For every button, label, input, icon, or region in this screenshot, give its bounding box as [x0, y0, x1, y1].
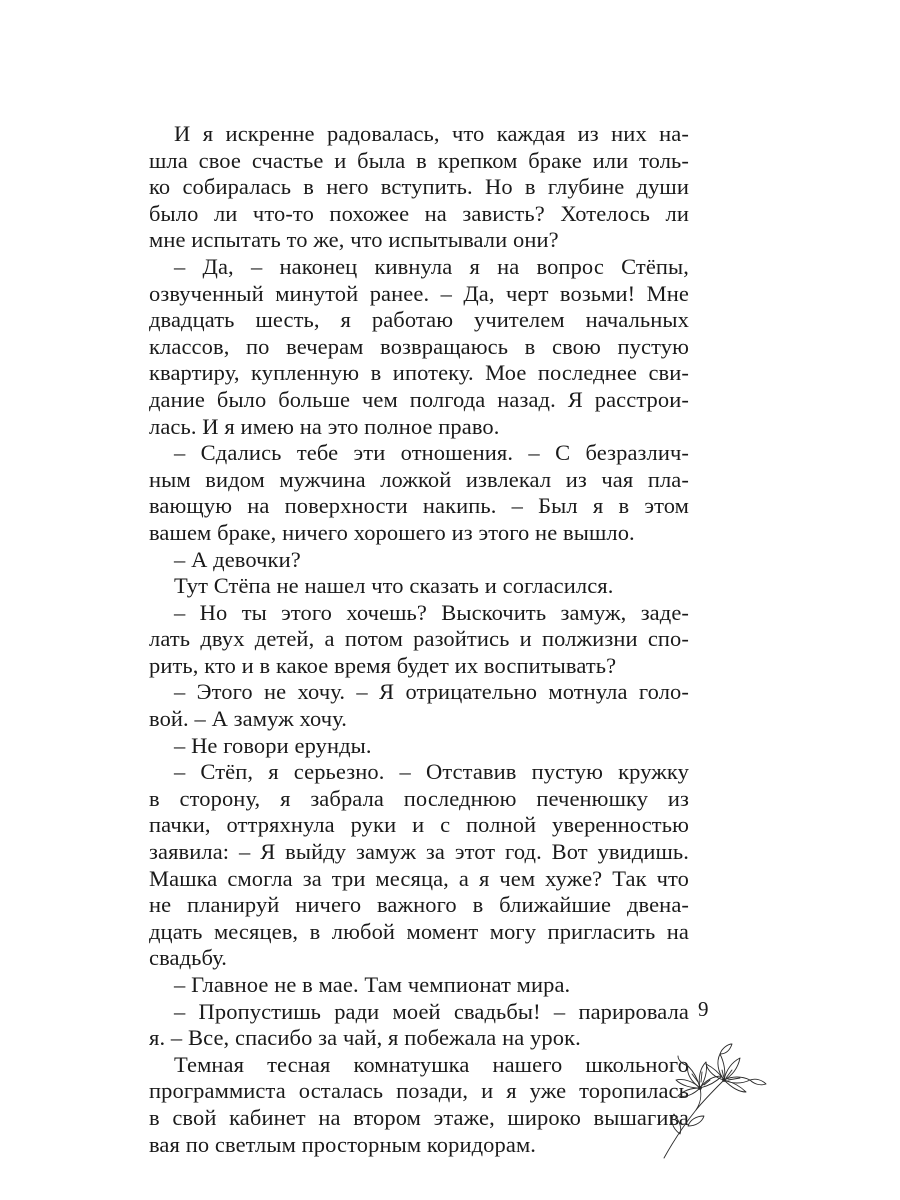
text-line: я. – Все, спасибо за чай, я побежала на урок.: [149, 1025, 581, 1051]
text-line: – Этого не хочу. – Я отрицательно мотнула голо-: [174, 679, 689, 705]
text-line: было ли что-то похожее на зависть? Хотелось ли: [149, 200, 689, 226]
text-line: программиста осталась позади, и я уже торопилась: [149, 1078, 689, 1104]
text-line: не планируй ничего важного в ближайшие двена-: [149, 892, 689, 918]
page-number: 9: [698, 997, 709, 1021]
text-line: – Пропустишь ради моей свадьбы! – парировала: [174, 998, 689, 1024]
text-line: ным видом мужчина ложкой извлекал из чая пла-: [149, 466, 689, 492]
text-line: – Да, – наконец кивнула я на вопрос Стёпы,: [174, 253, 689, 279]
text-line: Темная тесная комнатушка нашего школьного: [174, 1051, 689, 1077]
text-line: вашем браке, ничего хорошего из этого не вышло.: [149, 519, 635, 545]
flower-illustration-icon: [652, 1030, 772, 1160]
text-line: лать двух детей, а потом разойтись и полжизни спо-: [149, 626, 689, 652]
text-line: рить, кто и в какое время будет их воспитывать?: [149, 652, 617, 678]
text-line: дцать месяцев, в любой момент могу пригласить на: [149, 918, 689, 944]
text-line: в свой кабинет на втором этаже, широко вышагива: [149, 1104, 689, 1130]
text-line: пачки, оттряхнула руки и с полной уверенностью: [149, 812, 689, 838]
text-line: вой. – А замуж хочу.: [149, 706, 347, 732]
text-line: квартиру, купленную в ипотеку. Мое последнее сви-: [149, 360, 689, 386]
text-line: – Но ты этого хочешь? Выскочить замуж, заде-: [174, 599, 689, 625]
text-line: шла свое счастье и была в крепком браке или толь-: [149, 147, 689, 173]
text-line: Машка смогла за три месяца, а я чем хуже? Так что: [149, 865, 689, 891]
text-line: вающую на поверхности накипь. – Был я в этом: [149, 493, 689, 519]
text-line: двадцать шесть, я работаю учителем начальных: [149, 307, 689, 333]
text-line: И я искренне радовалась, что каждая из них на-: [174, 121, 689, 146]
text-line: свадьбу.: [149, 945, 228, 971]
text-line: – Главное не в мае. Там чемпионат мира.: [174, 972, 571, 997]
text-line: мне испытать то же, что испытывали они?: [149, 227, 559, 253]
text-line: – Не говори ерунды.: [174, 732, 372, 758]
text-line: дание было больше чем полгода назад. Я расстрои-: [149, 386, 689, 412]
text-line: – А девочки?: [174, 546, 301, 572]
text-line: вая по светлым просторным коридорам.: [149, 1131, 537, 1157]
text-line: лась. И я имею на это полное право.: [149, 413, 500, 439]
text-line: ко собиралась в него вступить. Но в глубине души: [149, 174, 689, 200]
text-line: – Стёп, я серьезно. – Отставив пустую кружку: [174, 759, 689, 785]
text-line: в сторону, я забрала последнюю печенюшку из: [149, 785, 689, 811]
text-line: классов, по вечерам возвращаюсь в свою пустую: [149, 333, 689, 359]
text-line: заявила: – Я выйду замуж за этот год. Вот увидишь.: [149, 839, 689, 865]
text-line: озвученный минутой ранее. – Да, черт возьми! Мне: [149, 280, 689, 306]
text-line: – Сдались тебе эти отношения. – С безразлич-: [174, 440, 689, 466]
body-text: [149, 121, 689, 1158]
text-line: Тут Стёпа не нашел что сказать и согласился.: [174, 573, 614, 599]
